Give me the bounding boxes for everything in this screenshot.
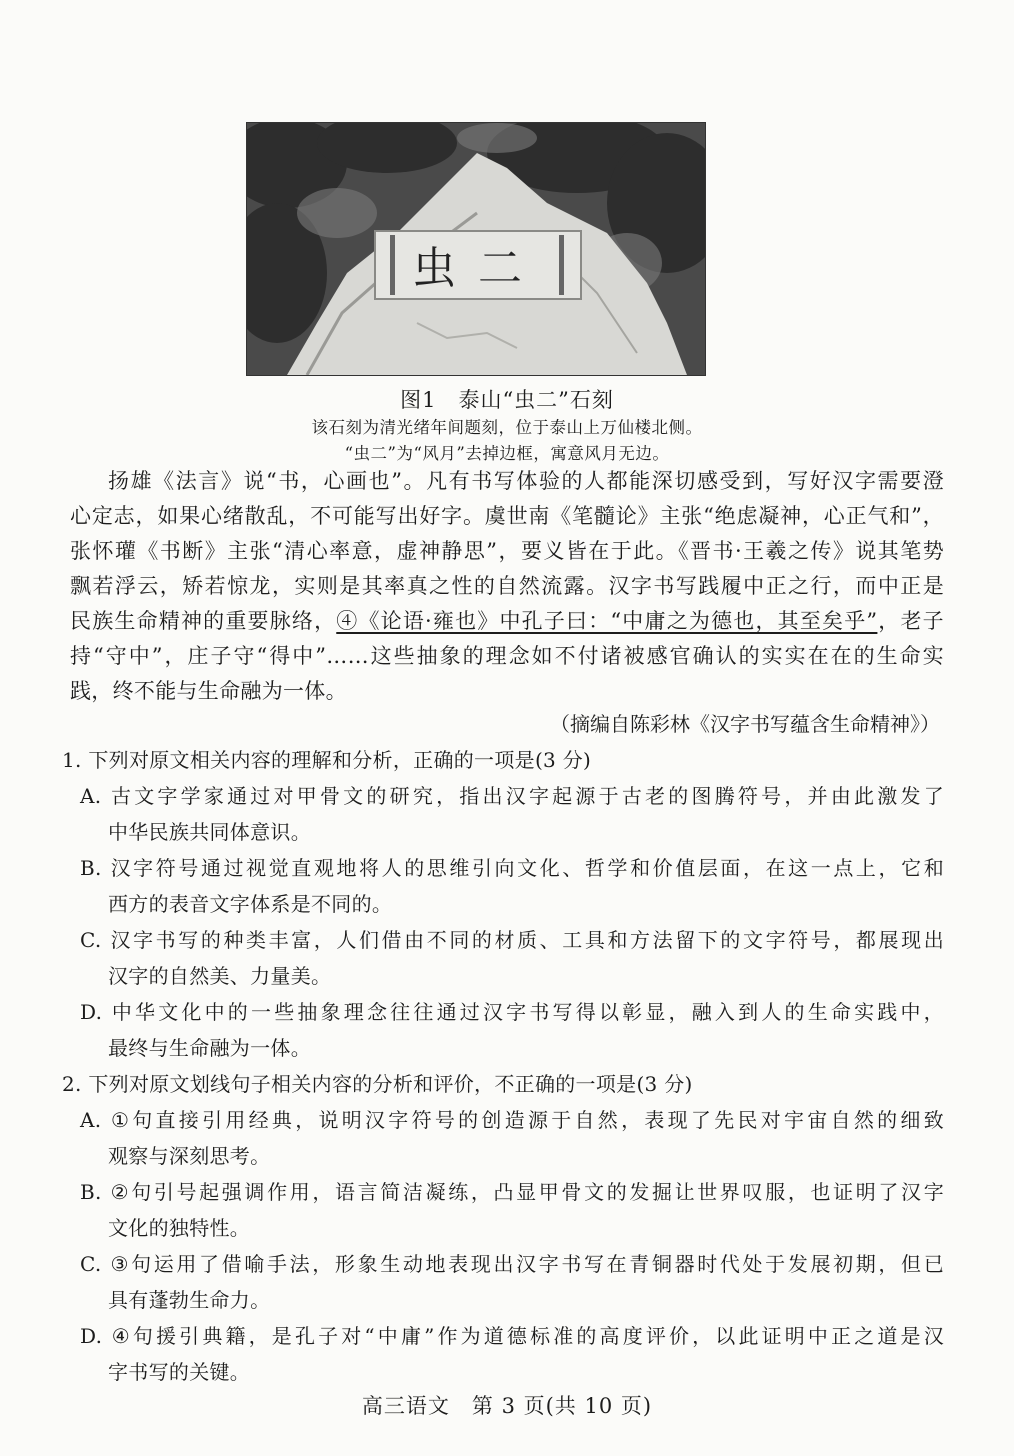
q1-option-b: B. 汉字符号通过视觉直观地将人的思维引向文化、哲学和价值层面，在这一点上，它和 [80,856,944,880]
q1-option-a: A. 古文字学家通过对甲骨文的研究，指出汉字起源于古老的图腾符号，并由此激发了 [80,784,944,808]
q2-option-c: C. ③句运用了借喻手法，形象生动地表现出汉字书写在青铜器时代处于发展初期，但已 [80,1252,944,1276]
q1-option-d: D. 中华文化中的一些抽象理念往往通过汉字书写得以彰显，融入到人的生命实践中， [80,1000,944,1024]
page-footer: 高三语文 第 3 页(共 10 页) [361,1394,653,1418]
figure-photo-taishan-stone [246,122,706,376]
passage-line-4: 飘若浮云，矫若惊龙，实则是其率真之性的自然流露。汉字书写践履中正之行，而中正是 [70,574,944,598]
stone-carving-illustration [247,123,705,375]
passage-source: （摘编自陈彩林《汉字书写蕴含生命精神》） [550,712,940,736]
passage-line-2: 心定志，如果心绪散乱，不可能写出好字。虞世南《笔髓论》主张“绝虑凝神，心正气和”， [70,504,944,528]
q1-option-a-cont: 中华民族共同体意识。 [108,820,311,844]
underlined-sentence-4: ④《论语·雍也》中孔子曰：“中庸之为德也，其至矣乎” [336,609,878,633]
question-2-stem: 2. 下列对原文划线句子相关内容的分析和评价，不正确的一项是(3 分) [62,1072,693,1096]
q2-option-b: B. ②句引号起强调作用，语言简洁凝练，凸显甲骨文的发掘让世界叹服，也证明了汉字 [80,1180,944,1204]
passage-line-6: 持“守中”，庄子守“得中”……这些抽象的理念如不付诸被感官确认的实实在在的生命实 [70,644,944,668]
question-1-stem: 1. 下列对原文相关内容的理解和分析，正确的一项是(3 分) [62,748,592,772]
q2-option-b-cont: 文化的独特性。 [108,1216,251,1240]
q2-option-a-cont: 观察与深刻思考。 [108,1144,271,1168]
q1-option-c: C. 汉字书写的种类丰富，人们借由不同的材质、工具和方法留下的文字符号，都展现出 [80,928,944,952]
figure-caption-note-1: 该石刻为清光绪年间题刻，位于泰山上万仙楼北侧。 [311,418,703,437]
passage-line-7: 践，终不能与生命融为一体。 [70,679,347,703]
figure-caption-note-2: “虫二”为“风月”去掉边框，寓意风月无边。 [344,444,670,463]
passage-line-1: 扬雄《法言》说“书，心画也”。凡有书写体验的人都能深切感受到，写好汉字需要澄 [108,469,944,493]
q1-option-b-cont: 西方的表音文字体系是不同的。 [108,892,393,916]
passage-line-3: 张怀瓘《书断》主张“清心率意，虚神静思”，要义皆在于此。《晋书·王羲之传》说其笔势 [70,539,944,563]
q2-option-d: D. ④句援引典籍，是孔子对“中庸”作为道德标准的高度评价，以此证明中正之道是汉 [80,1324,944,1348]
passage-line-5 [70,606,944,636]
q2-option-c-cont: 具有蓬勃生命力。 [108,1288,271,1312]
passage-line-5-after: ，老子 [877,609,944,633]
carving-characters: 虫二 [412,243,544,294]
q1-option-c-cont: 汉字的自然美、力量美。 [108,964,332,988]
passage-line-5-before: 民族生命精神的重要脉络， [70,609,337,633]
q1-option-d-cont: 最终与生命融为一体。 [108,1036,311,1060]
q2-option-a: A. ①句直接引用经典，说明汉字符号的创造源于自然，表现了先民对宇宙自然的细致 [80,1108,944,1132]
q2-option-d-cont: 字书写的关键。 [108,1360,251,1384]
figure-caption-title: 图1 泰山“虫二”石刻 [400,388,614,412]
